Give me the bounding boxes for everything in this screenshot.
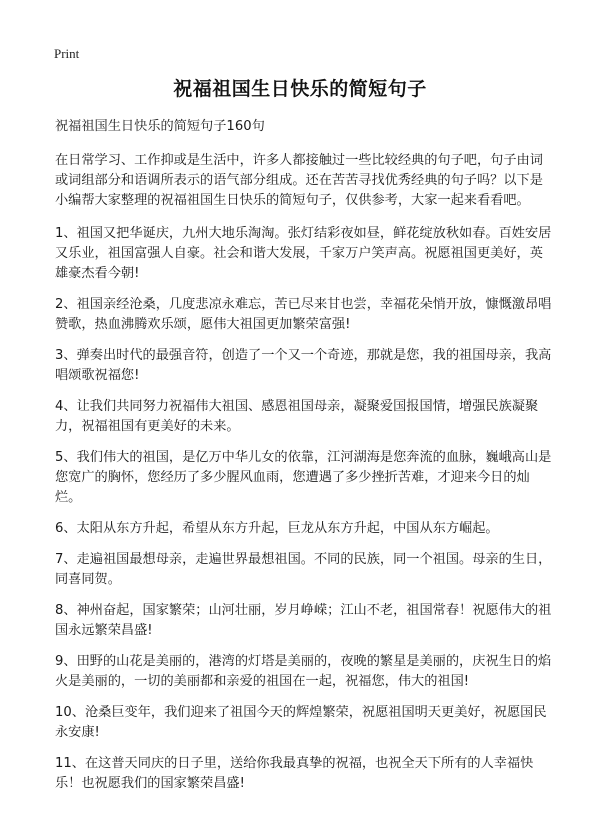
list-item: 7、走遍祖国最想母亲，走遍世界最想祖国。不同的民族，同一个祖国。母亲的生日，同喜同贺。 [55, 552, 552, 587]
list-item: 10、沧桑巨变年，我们迎来了祖国今天的辉煌繁荣，祝愿祖国明天更美好，祝愿国民永安康! [55, 705, 547, 740]
list-item: 4、让我们共同努力祝福伟大祖国、感恩祖国母亲，凝聚爱国报国情，增强民族凝聚力，祝福祖国有更美好的未来。 [55, 399, 539, 434]
list-item: 8、神州奋起，国家繁荣；山河壮丽，岁月峥嵘；江山不老，祖国常春！祝愿伟大的祖国永远繁荣昌盛! [55, 603, 552, 638]
article-subtitle: 祝福祖国生日快乐的简短句子160句 [55, 119, 265, 134]
list-item: 5、我们伟大的祖国，是亿万中华儿女的依靠，江河湖海是您奔流的血脉，巍峨高山是您宽广的胸怀，您经历了多少腥风血雨，您遭遇了多少挫折苦难，才迎来今日的灿烂。 [55, 450, 552, 505]
list-item: 6、太阳从东方升起，希望从东方升起，巨龙从东方升起，中国从东方崛起。 [55, 521, 499, 536]
page-title: 祝福祖国生日快乐的简短句子 [173, 78, 427, 100]
list-item: 2、祖国亲经沧桑，几度悲凉永难忘，苦已尽来甘也尝，幸福花朵悄开放，慷慨激昂唱赞歌，热血沸腾欢乐颂，愿伟大祖国更加繁荣富强! [55, 297, 552, 332]
list-item: 3、弹奏出时代的最强音符，创造了一个又一个奇迹，那就是您，我的祖国母亲，我高唱颂歌祝福您! [55, 348, 552, 383]
article-body [55, 117, 555, 805]
list-item: 11、在这普天同庆的日子里，送给你我最真挚的祝福，也祝全天下所有的人幸福快乐！也祝愿我们的国家繁荣昌盛! [55, 756, 534, 791]
list-item: 1、祖国又把华诞庆，九州大地乐淘淘。张灯结彩夜如昼，鲜花绽放秋如春。百姓安居又乐业，祖国富强人自豪。社会和谐大发展，千家万户笑声高。祝愿祖国更美好，英雄豪杰看今朝! [55, 226, 552, 281]
intro-paragraph: 在日常学习、工作抑或是生活中，许多人都接触过一些比较经典的句子吧，句子由词或词组部分和语调所表示的语气部分组成。还在苦苦寻找优秀经典的句子吗？以下是小编帮大家整理的祝福祖国生日快乐的简短句子，仅供参考，大家一起来看看吧。 [55, 153, 543, 208]
list-item: 9、田野的山花是美丽的，港湾的灯塔是美丽的，夜晚的繁星是美丽的，庆祝生日的焰火是美丽的，一切的美丽都和亲爱的祖国在一起，祝福您，伟大的祖国! [55, 654, 552, 689]
print-link[interactable]: Print [54, 46, 80, 61]
